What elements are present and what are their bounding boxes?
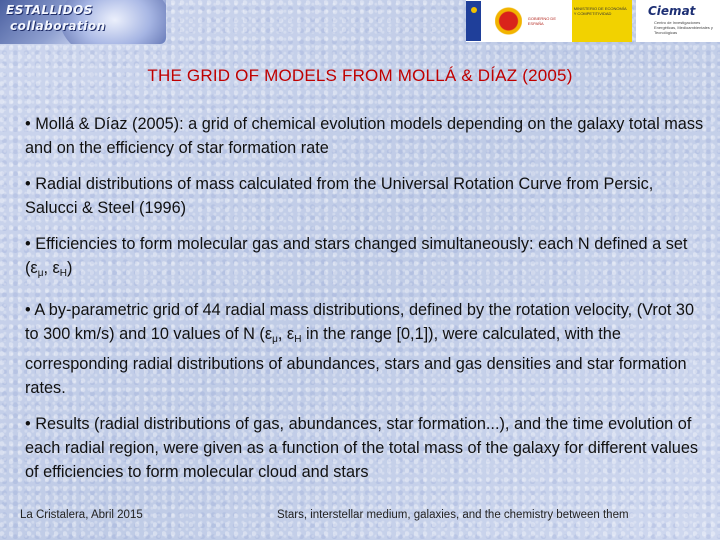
subscript-mu: μ — [37, 268, 44, 279]
separator: , — [43, 259, 53, 277]
bullet-4-text: • A by-parametric grid of 44 radial mass distributions, defined by the rotation velocity, (Vrot 30 to 300 km/s) and 10 values of N ( — [25, 301, 695, 343]
eu-flag-icon — [466, 1, 481, 41]
epsilon-symbol: ε — [264, 325, 273, 343]
ministry-name: MINISTERIO DE ECONOMÍA Y COMPETITIVIDAD — [572, 0, 632, 42]
government-name: GOBIERNO DE ESPAÑA — [527, 16, 556, 26]
bullet-4-rest: in the range [0,1]), were calculated, with the corresponding radial distributions of abundances, stars and gas densities and star formation rates. — [25, 325, 687, 397]
subscript-h: H — [294, 334, 302, 345]
spain-crest-icon — [495, 4, 522, 38]
logo-line2: collaboration — [10, 19, 106, 33]
closing-paren: ) — [67, 259, 73, 277]
logo-line1: ESTALLIDOS — [6, 3, 93, 17]
ministry-logo — [466, 0, 632, 42]
epsilon-symbol: ε — [30, 259, 38, 277]
bullet-2: • Radial distributions of mass calculated from the Universal Rotation Curve from Persic, Salucci & Steel (1996) — [25, 175, 654, 217]
slide-title: THE GRID OF MODELS FROM MOLLÁ & DÍAZ (2005) — [147, 66, 573, 85]
separator: , — [277, 325, 287, 343]
ciemat-wordmark: Ciemat — [648, 4, 696, 18]
footer-talk-title: Stars, interstellar medium, galaxies, and the chemistry between them — [277, 509, 629, 521]
subscript-mu: μ — [272, 334, 278, 345]
epsilon-symbol: ε — [286, 325, 295, 343]
bullet-3-text: • Efficiencies to form molecular gas and stars changed simultaneously: each N defined a set ( — [25, 235, 688, 277]
footer-venue: La Cristalera, Abril 2015 — [20, 509, 143, 521]
bullet-4 — [25, 298, 710, 400]
ciemat-subtitle: Centro de Investigaciones Energéticas, Medioambientales y Tecnológicas — [654, 20, 713, 35]
bullet-1: • Mollá & Díaz (2005): a grid of chemical evolution models depending on the galaxy total mass and on the efficiency of star formation rate — [25, 115, 704, 157]
epsilon-symbol: ε — [52, 259, 60, 277]
subscript-h: H — [59, 268, 68, 279]
bullet-list — [25, 112, 710, 496]
estallidos-logo — [0, 0, 166, 44]
bullet-3 — [25, 232, 710, 286]
ciemat-logo — [636, 0, 720, 42]
bullet-5: • Results (radial distributions of gas, abundances, star formation...), and the time evolution of each radial region, were given as a function of the total mass of the galaxy for different values of efficiencies to form molecular cloud and stars — [25, 415, 699, 481]
